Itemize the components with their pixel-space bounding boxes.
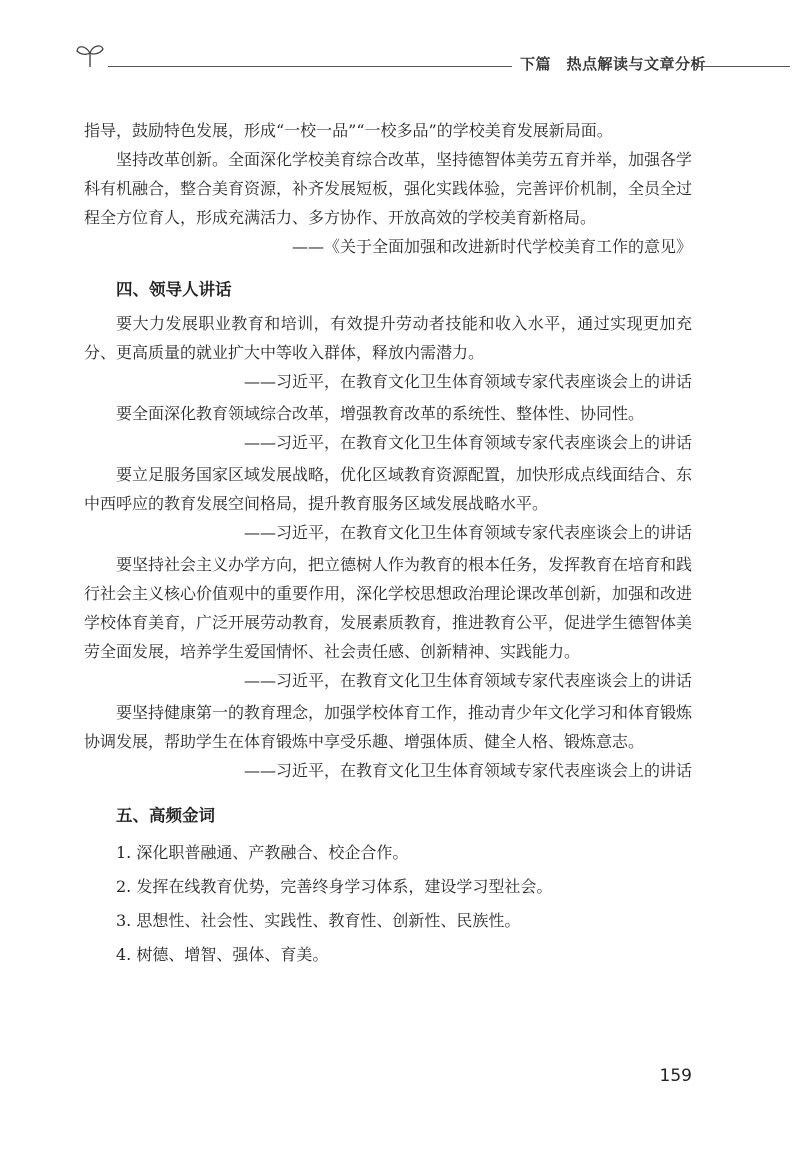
list-item: 3. 思想性、社会性、实践性、教育性、创新性、民族性。 — [116, 911, 521, 930]
section-heading: 五、高频金词 — [116, 806, 215, 825]
quote-text: 要坚持社会主义办学方向，把立德树人作为教育的根本任务，发挥教育在培育和践行社会主义核心价值观中的重要作用，深化学校思想政治理论课改革创新，加强和改进学校体育美育，广泛开展劳动教育，发展素质教育，推进教育公平，促进学生德智体美劳全面发展，培养学生爱国情怀、社会责任感、创新精神、实践能力。 — [84, 555, 693, 661]
page-body — [84, 116, 692, 973]
quote-source: ——习近平，在教育文化卫生体育领域专家代表座谈会上的讲话 — [243, 761, 692, 780]
header-rule-right — [694, 66, 790, 67]
quote-source: ——习近平，在教育文化卫生体育领域专家代表座谈会上的讲话 — [243, 433, 692, 452]
quote-source: ——习近平，在教育文化卫生体育领域专家代表座谈会上的讲话 — [243, 523, 692, 542]
section-heading: 四、领导人讲话 — [116, 280, 232, 299]
quote-text: 要全面深化教育领域综合改革，增强教育改革的系统性、整体性、协同性。 — [116, 404, 645, 423]
quote-source: ——习近平，在教育文化卫生体育领域专家代表座谈会上的讲话 — [243, 372, 692, 391]
header-rule-left — [108, 66, 512, 67]
list-item: 1. 深化职普融通、产教融合、校企合作。 — [116, 843, 409, 862]
running-header — [0, 0, 800, 90]
quote-text: 要立足服务国家区域发展战略，优化区域教育资源配置，加快形成点线面结合、东中西呼应的教育发展空间格局，提升教育服务区域发展战略水平。 — [84, 465, 693, 513]
page-number: 159 — [659, 1066, 692, 1086]
list-item: 2. 发挥在线教育优势，完善终身学习体系，建设学习型社会。 — [116, 877, 553, 896]
quote-source: ——习近平，在教育文化卫生体育领域专家代表座谈会上的讲话 — [243, 671, 692, 690]
citation: ——《关于全面加强和改进新时代学校美育工作的意见》 — [291, 237, 692, 256]
running-title: 下篇 热点解读与文章分析 — [520, 55, 707, 73]
quote-text: 要大力发展职业教育和培训，有效提升劳动者技能和收入水平，通过实现更加充分、更高质量的就业扩大中等收入群体，释放内需潜力。 — [84, 314, 692, 362]
paragraph: 指导，鼓励特色发展，形成“一校一品”“一校多品”的学校美育发展新局面。 — [84, 121, 613, 140]
quote-text: 要坚持健康第一的教育理念，加强学校体育工作，推动青少年文化学习和体育锻炼协调发展，帮助学生在体育锻炼中享受乐趣、增强体质、健全人格、锻炼意志。 — [84, 703, 693, 751]
list-item: 4. 树德、增智、强体、育美。 — [116, 945, 329, 964]
paragraph: 坚持改革创新。全面深化学校美育综合改革，坚持德智体美劳五育并举，加强各学科有机融合，整合美育资源，补齐发展短板，强化实践体验，完善评价机制，全员全过程全方位育人，形成充满活力、多方协作、开放高效的学校美育新格局。 — [84, 150, 693, 227]
sprout-icon — [75, 42, 105, 68]
